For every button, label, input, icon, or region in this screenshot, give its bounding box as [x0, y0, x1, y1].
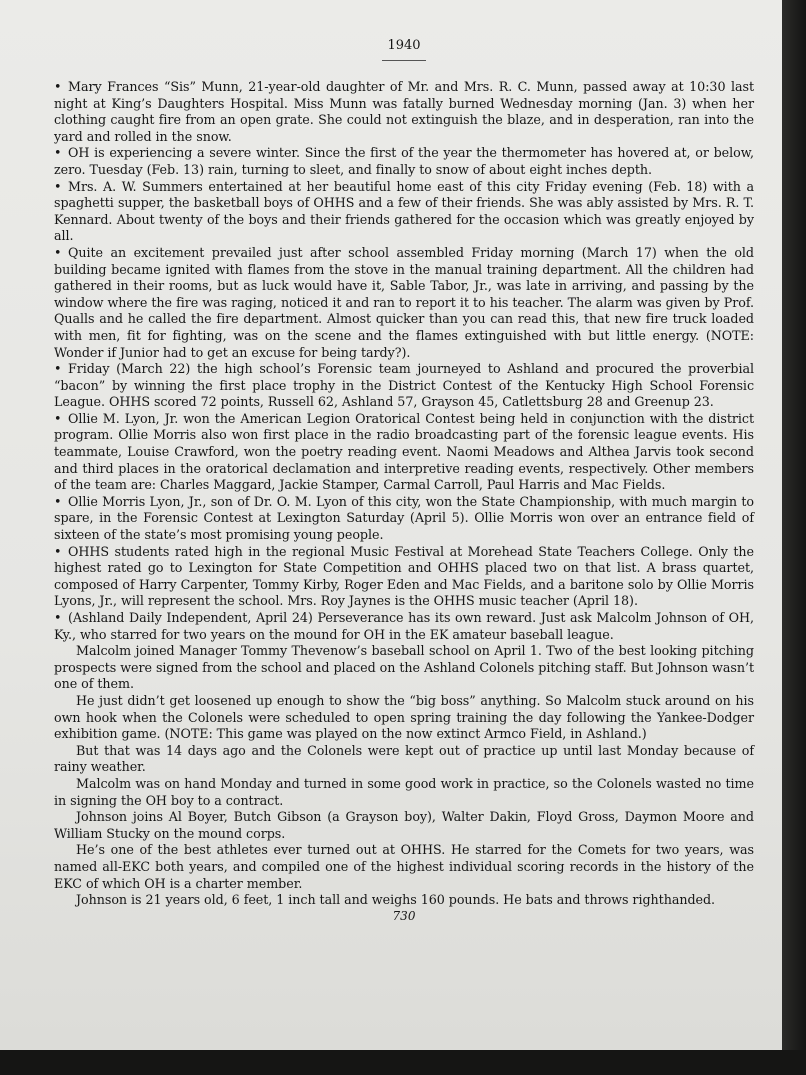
entry-text: Malcolm joined Manager Tommy Thevenow’s baseball school on April 1. Two of the best looking pitching prospects were signed from the school and placed on the Ashland Colonels pitching staff. But Johnson wasn’t one of them. [54, 643, 754, 692]
bullet-icon: • [54, 493, 62, 509]
entry-text: Friday (March 22) the high school’s Forensic team journeyed to Ashland and procured the proverbial “bacon” by winning the first place trophy in the District Contest of the Kentucky High School Forensic League. OHHS scored 72 points, Russell 62, Ashland 57, Grayson 45, Catlettsburg 28 and Greenup 23. [54, 361, 754, 410]
entry-text: Ollie Morris Lyon, Jr., son of Dr. O. M. Lyon of this city, won the State Championship, with much margin to spare, in the Forensic Contest at Lexington Saturday (April 5). Ollie Morris won over an entrance field of sixteen of the state’s most promising young people. [54, 493, 754, 543]
entries-list [54, 79, 754, 909]
entry-text: (Ashland Daily Independent, April 24) Perseverance has its own reward. Just ask Malcolm Johnson of OH, Ky., who starred for two years on the mound for OH in the EK amateur baseball league. [54, 610, 754, 642]
bulleted-entry [54, 494, 754, 544]
bullet-icon: • [54, 178, 62, 194]
entry-text: But that was 14 days ago and the Colonels were kept out of practice up until last Monday because of rainy weather. [54, 742, 754, 775]
bulleted-entry [54, 79, 754, 145]
entry-text: OH is experiencing a severe winter. Since the first of the year the thermometer has hovered at, or below, zero. Tuesday (Feb. 13) rain, turning to sleet, and finally to snow of about eight inches depth. [54, 145, 754, 177]
continuation-paragraph [54, 892, 754, 909]
continuation-paragraph [54, 809, 754, 842]
page-number: 730 [392, 908, 416, 923]
entry-text: He’s one of the best athletes ever turned out at OHHS. He starred for the Comets for two years, was named all-EKC both years, and compiled one of the highest individual scoring records in the history of the EKC of which OH is a charter member. [54, 842, 754, 891]
bullet-icon: • [54, 610, 62, 625]
continuation-paragraph [54, 776, 754, 809]
entry-text: Johnson joins Al Boyer, Butch Gibson (a Grayson boy), Walter Dakin, Floyd Gross, Daymon Moore and William Stucky on the mound corps. [54, 809, 754, 841]
bulleted-entry [54, 361, 754, 411]
entry-text: Malcolm was on hand Monday and turned in some good work in practice, so the Colonels wasted no time in signing the OH boy to a contract. [54, 775, 754, 808]
bullet-icon: • [54, 79, 62, 94]
bullet-icon: • [54, 361, 62, 377]
continuation-paragraph [54, 643, 754, 693]
book-spine-shadow [782, 0, 806, 1075]
page-header-year: 1940 [387, 38, 421, 53]
bottom-shadow [0, 1050, 806, 1075]
entry-text: Quite an excitement prevailed just after school assembled Friday morning (March 17) when the old building became ignited with flames from the stove in the manual training department. All the children had gathered in their rooms, but as luck would have it, Sable Tabor, Jr., was late in arriving, and passing by the window where the fire was raging, noticed it and ran to report it to his teacher. The alarm was given by Prof. Qualls and he called the fire department. Almost quicker than you can read this, that new fire truck loaded with men, fit for fighting, was on the scene and the flames extinguished with but little energy. (NOTE: Wonder if Junior had to get an excuse for being tardy?). [54, 244, 754, 360]
bulleted-entry [54, 179, 754, 245]
continuation-paragraph [54, 743, 754, 776]
bullet-icon: • [54, 410, 62, 426]
bulleted-entry [54, 544, 754, 610]
bullet-icon: • [54, 543, 62, 559]
entry-text: Ollie M. Lyon, Jr. won the American Legion Oratorical Contest being held in conjunction with the district program. Ollie Morris also won first place in the radio broadcasting part of the forensic league events. His teammate, Louise Crawford, won the poetry reading event. Naomi Meadows and Althea Jarvis took second and third places in the oratorical declamation and interpretive reading events, respectively. Other members of the team are: Charles Maggard, Jackie Stamper, Carmal Carroll, Paul Harris and Mac Fields. [54, 410, 754, 493]
continuation-paragraph [54, 693, 754, 743]
entry-text: OHHS students rated high in the regional Music Festival at Morehead State Teachers College. Only the highest rated go to Lexington for State Competition and OHHS placed two on that list. A brass quartet, composed of Harry Carpenter, Tommy Kirby, Roger Eden and Mac Fields, and a baritone solo by Ollie Morris Lyons, Jr., will represent the school. Mrs. Roy Jaynes is the OHHS music teacher (April 18). [54, 543, 754, 609]
bulleted-entry [54, 145, 754, 178]
continuation-paragraph [54, 842, 754, 892]
bullet-icon: • [54, 244, 62, 260]
entry-text: Johnson is 21 years old, 6 feet, 1 inch tall and weighs 160 pounds. He bats and throws righthanded. [76, 892, 716, 908]
header-divider [382, 60, 426, 61]
bulleted-entry [54, 245, 754, 361]
bullet-icon: • [54, 145, 62, 161]
entry-text: He just didn’t get loosened up enough to show the “big boss” anything. So Malcolm stuck around on his own hook when the Colonels were scheduled to open spring training the day following the Yankee-Dodger exhibition game. (NOTE: This game was played on the now extinct Armco Field, in Ashland.) [54, 692, 754, 742]
bulleted-entry [54, 610, 754, 643]
entry-text: Mrs. A. W. Summers entertained at her beautiful home east of this city Friday evening (Feb. 18) with a spaghetti supper, the basketball boys of OHHS and a few of their friends. She was ably assisted by Mrs. R. T. Kennard. About twenty of the boys and their friends gathered for the occasion which was greatly enjoyed by all. [54, 178, 754, 244]
entry-text: Mary Frances “Sis” Munn, 21-year-old daughter of Mr. and Mrs. R. C. Munn, passed away at 10:30 last night at King’s Daughters Hospital. Miss Munn was fatally burned Wednesday morning (Jan. 3) when her clothing caught fire from an open grate. She could not extinguish the blaze, and in desperation, ran into the yard and rolled in the snow. [54, 79, 754, 144]
bulleted-entry [54, 411, 754, 494]
